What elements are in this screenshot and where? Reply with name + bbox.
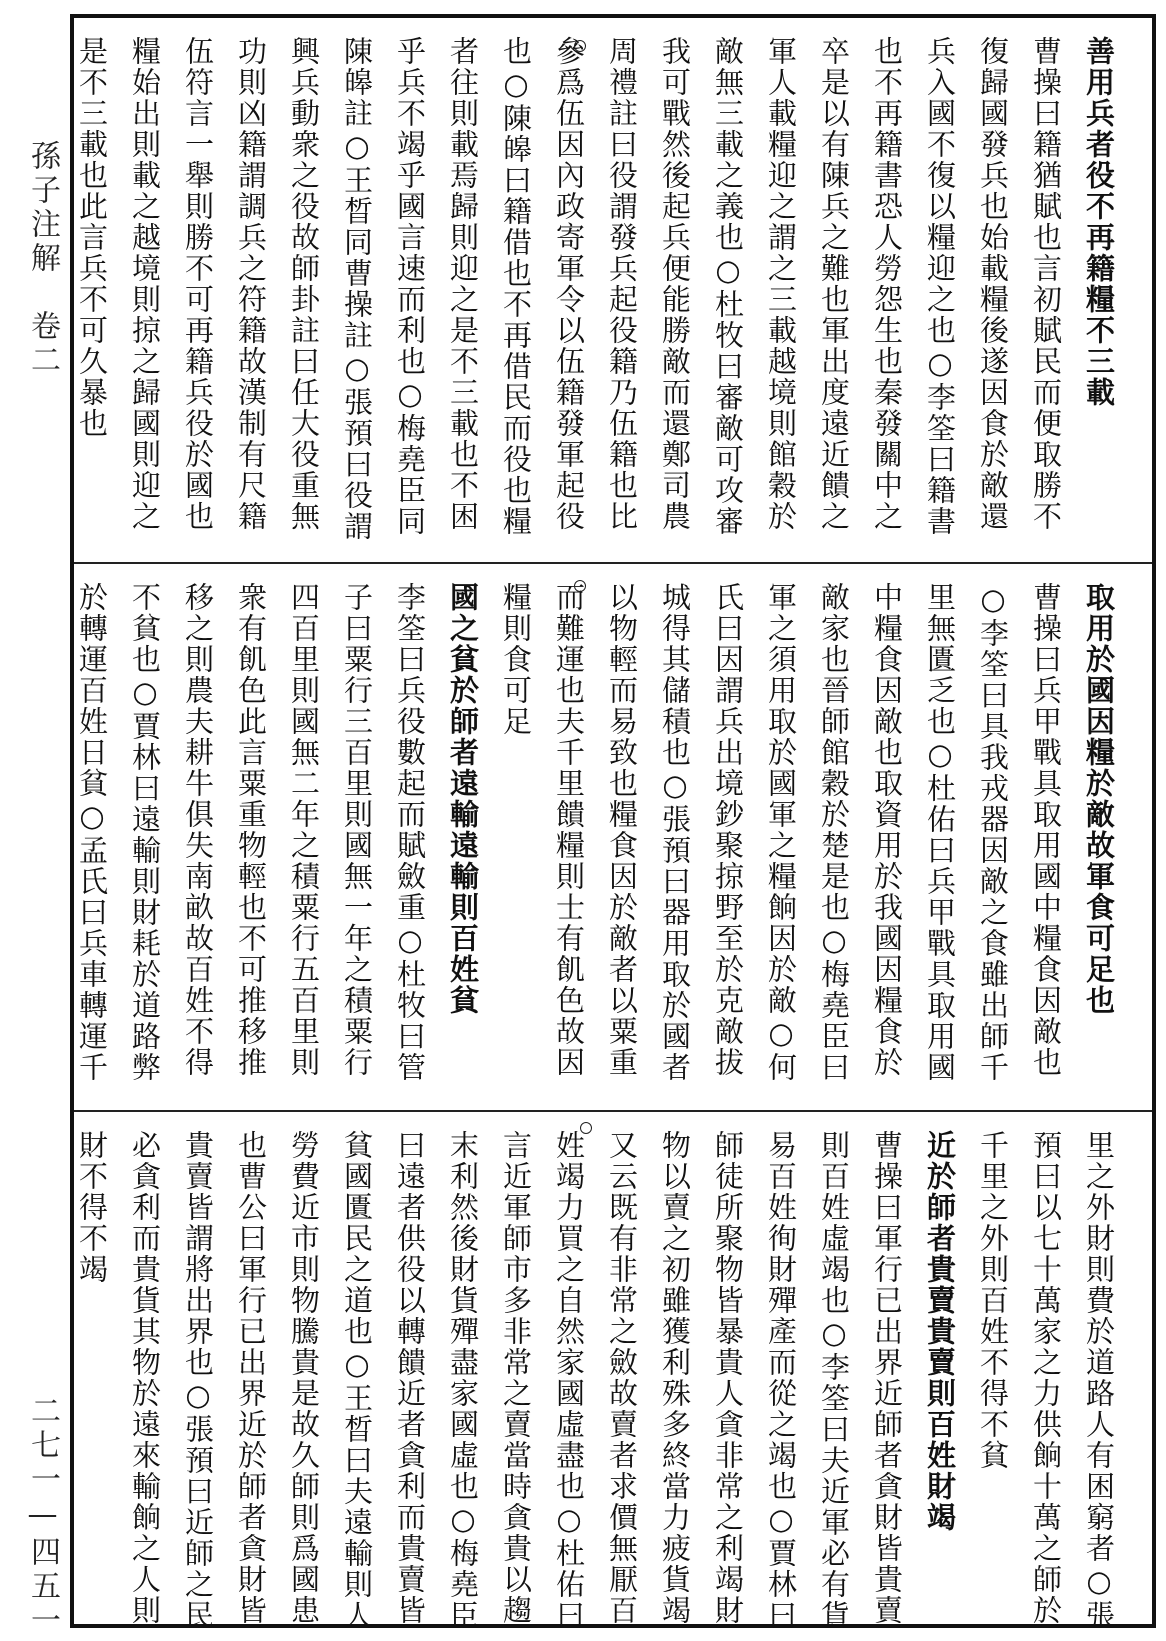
page-number: 二七一—四五一 (25, 1395, 60, 1638)
text-column: 末利然後財貨殫盡家國虛也○梅堯臣 (446, 1130, 480, 1631)
text-column: 移之則農夫耕牛俱失南畝故百姓不得 (181, 582, 215, 1078)
text-column: 氏曰因謂兵出境鈔聚掠野至於克敵拔 (711, 582, 745, 1078)
text-column: 參爲伍因內政寄軍令以伍籍發軍起役 (552, 36, 586, 532)
text-column: ○李筌曰具我戎器因敵之食雖出師千 (976, 582, 1010, 1083)
text-column: 於轉運百姓日貧○孟氏曰兵車轉運千 (75, 582, 109, 1083)
text-column: 敵無三載之義也○杜牧曰審敵可攻審 (711, 36, 745, 537)
text-column: 衆有飢色此言粟重物輕也不可推移推 (234, 582, 268, 1078)
text-column: 貴賣皆謂將出界也○張預曰近師之民 (181, 1130, 215, 1631)
panel-top (74, 18, 1152, 564)
text-column: 曹操曰籍猶賦也言初賦民而便取勝不 (1029, 36, 1063, 532)
text-column: 里無匱乏也○杜佑曰兵甲戰具取用國 (923, 582, 957, 1083)
text-column: 千里之外則百姓不得不貧 (976, 1130, 1010, 1471)
text-column: 言近軍師市多非常之賣當時貪貴以趨 (499, 1130, 533, 1626)
text-column: 軍人載糧迎之謂之三載越境則館穀於 (764, 36, 798, 532)
text-column: 必貪利而貴貨其物於遠來輸餉之人則 (128, 1130, 162, 1626)
text-column: 四百里則國無二年之積粟行五百里則 (287, 582, 321, 1078)
text-column: 糧始出則載之越境則掠之歸國則迎之 (128, 36, 162, 532)
text-column: 乎兵不竭乎國言速而利也○梅堯臣同 (393, 36, 427, 537)
text-column: 曹操曰兵甲戰具取用國中糧食因敵也 (1029, 582, 1063, 1078)
text-column: 復歸國發兵也始載糧後遂因食於敵還 (976, 36, 1010, 532)
text-column: 里之外財則費於道路人有困窮者○張 (1082, 1130, 1116, 1631)
text-column: 善用兵者役不再籍糧不三載 (1082, 36, 1116, 408)
text-column: 中糧食因敵也取資用於我國因糧食於 (870, 582, 904, 1078)
circle-mark (574, 580, 586, 592)
text-column: 貧國匱民之道也○王晳曰夫遠輸則人 (340, 1130, 374, 1631)
text-column: 物以賣之初雖獲利殊多終當力疲貨竭 (658, 1130, 692, 1626)
text-column: 也○陳皞曰籍借也不再借民而役也糧 (499, 36, 533, 537)
text-column: 也曹公曰軍行已出界近於師者貪財皆 (234, 1130, 268, 1626)
text-column: 敵家也晉師館穀於楚是也○梅堯臣曰 (817, 582, 851, 1083)
text-column: 不貧也○賈林曰遠輸則財耗於道路弊 (128, 582, 162, 1083)
text-column: 姓竭力買之自然家國虛盡也○杜佑曰 (552, 1130, 586, 1631)
text-column: 功則凶籍謂調兵之符籍故漢制有尺籍 (234, 36, 268, 532)
text-column: 財不得不竭 (75, 1130, 109, 1285)
text-column: 易百姓徇財殫產而從之竭也○賈林曰 (764, 1130, 798, 1631)
page-frame (70, 14, 1156, 1631)
text-column: 我可戰然後起兵便能勝敵而還鄭司農 (658, 36, 692, 532)
text-column: 陳皞註○王晳同曹操註○張預曰役謂 (340, 36, 374, 542)
text-column: 而難運也夫千里饋糧則士有飢色故因 (552, 582, 586, 1078)
text-column: 也不再籍書恐人勞怨生也秦發關中之 (870, 36, 904, 532)
text-column: 是不三載也此言兵不可久暴也 (75, 36, 109, 439)
text-column: 子曰粟行三百里則國無一年之積粟行 (340, 582, 374, 1078)
text-column: 李筌曰兵役數起而賦斂重○杜牧曰管 (393, 582, 427, 1083)
text-column: 預曰以七十萬家之力供餉十萬之師於 (1029, 1130, 1063, 1626)
panel-bottom (74, 1112, 1152, 1631)
left-margin (0, 0, 70, 1641)
panel-middle (74, 564, 1152, 1112)
text-column: 兵入國不復以糧迎之也○李筌曰籍書 (923, 36, 957, 537)
text-column: 國之貧於師者遠輸遠輸則百姓貧 (446, 582, 480, 1016)
text-column: 卒是以有陳兵之難也軍出度遠近饋之 (817, 36, 851, 532)
book-title: 孫子注解 卷二 (25, 140, 60, 378)
text-column: 興兵動衆之役故師卦註曰任大役重無 (287, 36, 321, 532)
text-column: 者往則載焉歸則迎之是不三載也不困 (446, 36, 480, 532)
text-column: 又云既有非常之斂故賣者求價無厭百 (605, 1130, 639, 1626)
circle-mark (574, 40, 586, 52)
text-column: 城得其儲積也○張預曰器用取於國者 (658, 582, 692, 1083)
text-column: 糧則食可足 (499, 582, 533, 737)
text-column: 近於師者貴賣貴賣則百姓財竭 (923, 1130, 957, 1533)
text-column: 則百姓虛竭也○李筌曰夫近軍必有貨 (817, 1130, 851, 1631)
text-column: 軍之須用取於國軍之糧餉因於敵○何 (764, 582, 798, 1083)
text-column: 伍符言一舉則勝不可再籍兵役於國也 (181, 36, 215, 532)
text-column: 勞費近市則物騰貴是故久師則爲國患 (287, 1130, 321, 1626)
text-column: 周禮註曰役謂發兵起役籍乃伍籍也比 (605, 36, 639, 532)
text-column: 曰遠者供役以轉饋近者貪利而貴賣皆 (393, 1130, 427, 1626)
text-column: 取用於國因糧於敵故軍食可足也 (1082, 582, 1116, 1016)
text-column: 以物輕而易致也糧食因於敵者以粟重 (605, 582, 639, 1078)
text-column: 曹操曰軍行已出界近師者貪財皆貴賣 (870, 1130, 904, 1626)
circle-mark (580, 1122, 592, 1134)
text-column: 師徒所聚物皆暴貴人貪非常之利竭財 (711, 1130, 745, 1626)
